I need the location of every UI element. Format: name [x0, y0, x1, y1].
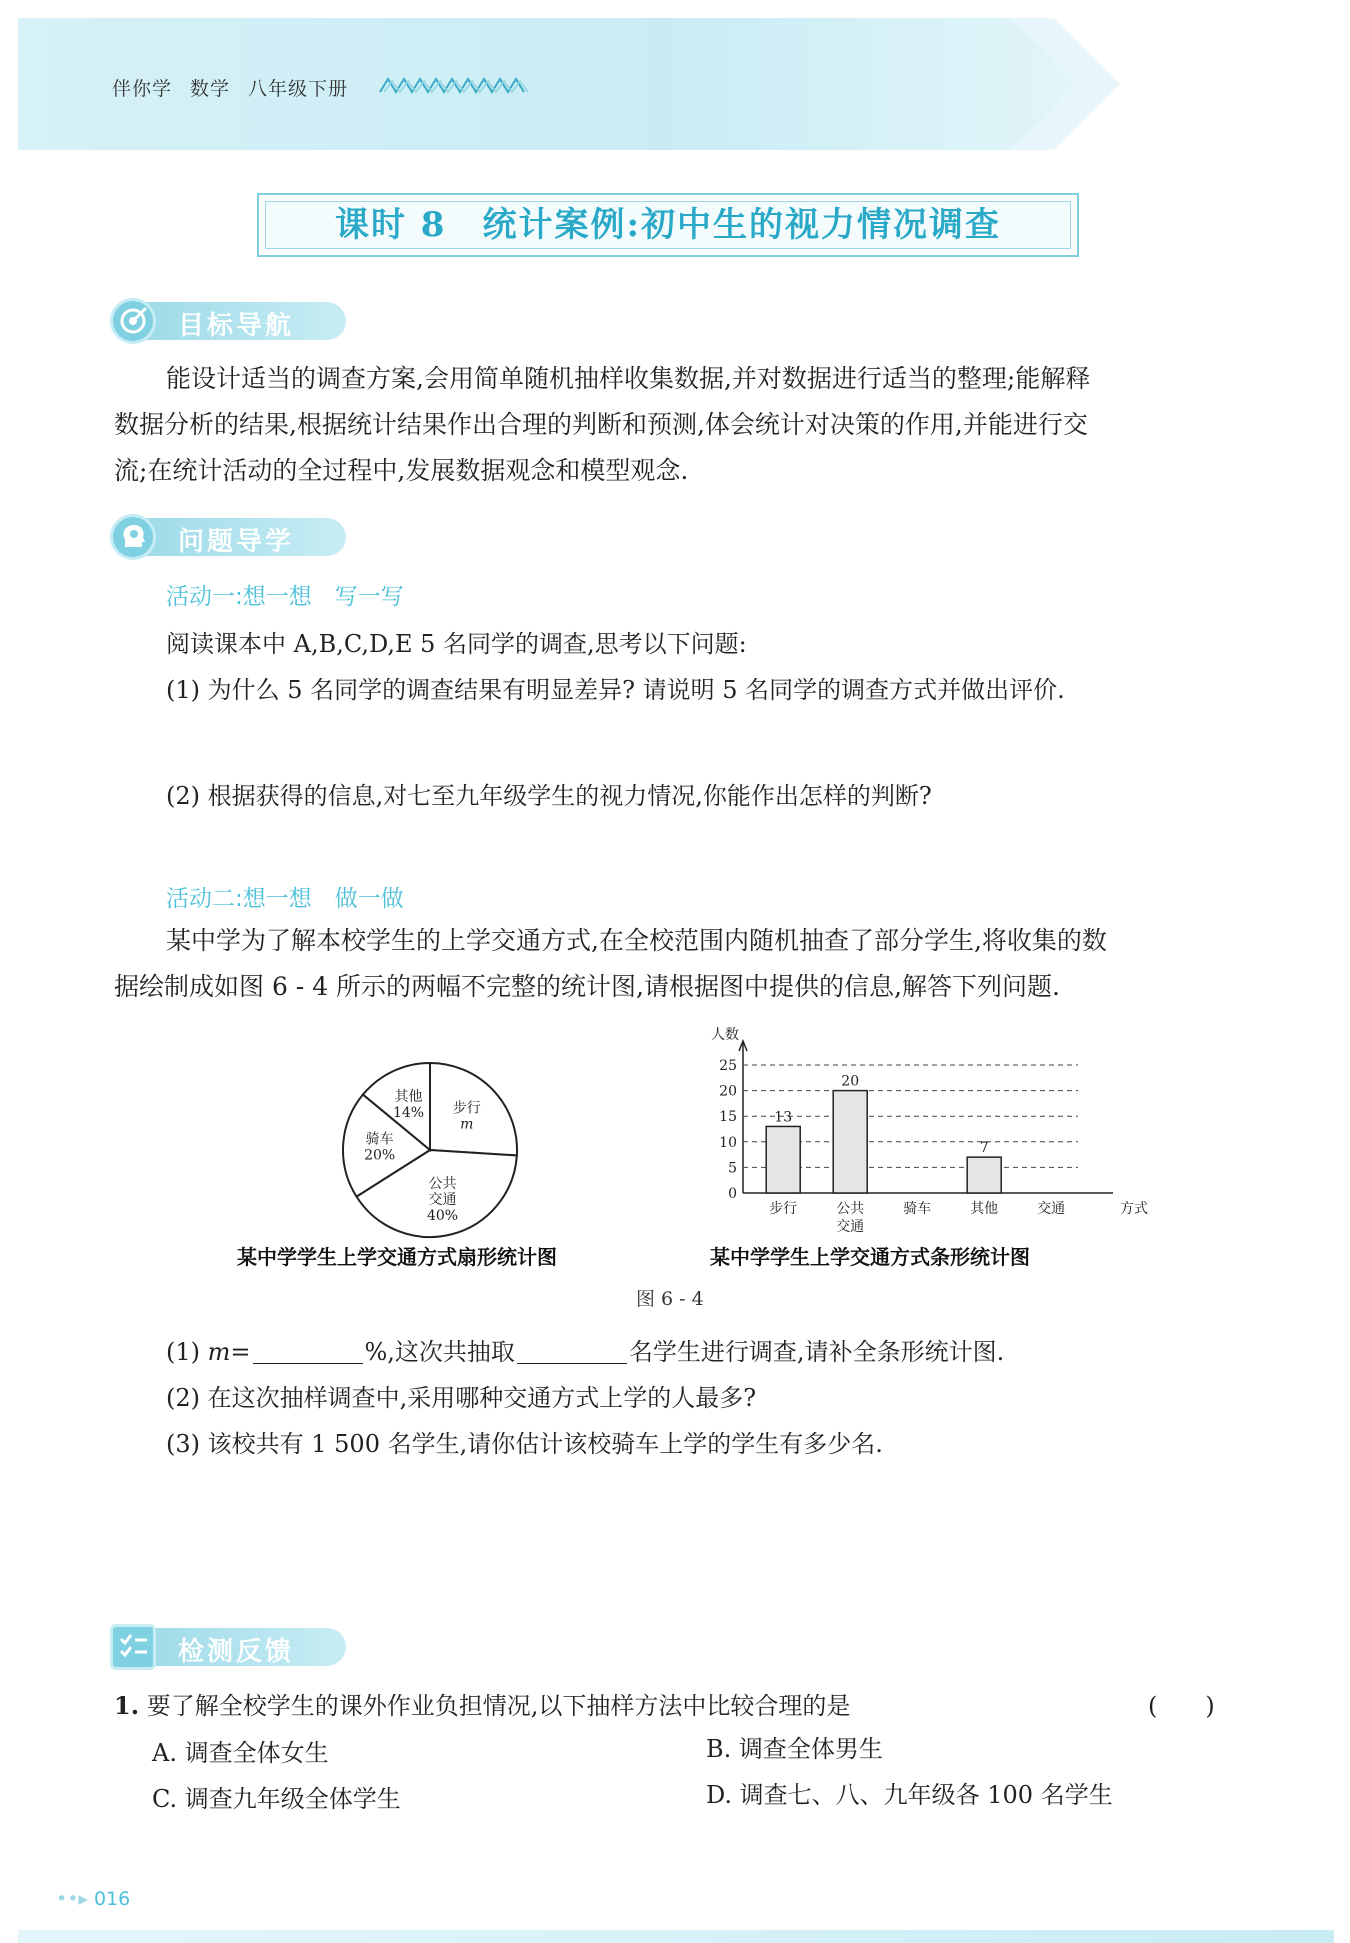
goal-line-3: 流;在统计活动的全过程中,发展数据观念和模型观念. [114, 456, 689, 485]
x-axis-label: 方式 [1120, 1201, 1148, 1217]
page-number [56, 1888, 130, 1910]
x-tick-label: 交通 [1037, 1201, 1066, 1217]
activity-1-intro: 阅读课本中 A,B,C,D,E 5 名同学的调查,思考以下问题: [166, 630, 747, 658]
bar-0 [766, 1126, 800, 1193]
page-number-text: 016 [94, 1888, 131, 1910]
running-header [112, 74, 366, 101]
checklist-icon [110, 1624, 156, 1670]
activity-2-line-2: 据绘制成如图 6 - 4 所示的两幅不完整的统计图,请根据图中提供的信息,解答下列问题. [114, 972, 1060, 1001]
section-tag-guide [110, 514, 360, 560]
target-icon [110, 298, 156, 344]
activity-1-question-2: (2) 根据获得的信息,对七至九年级学生的视力情况,你能作出怎样的判断? [166, 782, 932, 810]
bar-chart [695, 1027, 1148, 1240]
y-tick-label: 10 [719, 1134, 737, 1151]
answer-blank-m[interactable] [253, 1337, 363, 1364]
pie-slice-value-label: 20% [364, 1147, 396, 1164]
pie-slice-value-label: 40% [426, 1207, 459, 1224]
pie-chart-caption: 某中学学生上学交通方式扇形统计图 [237, 1245, 557, 1269]
activity-1-question-1: (1) 为什么 5 名同学的调查结果有明显差异? 请说明 5 名同学的调查方式并做出评价. [166, 676, 1065, 704]
pie-slice-value-label: 14% [392, 1105, 425, 1122]
section-tag-goal [110, 298, 360, 344]
section-tag-feedback [110, 1624, 360, 1670]
activity-2-question-3: (3) 该校共有 1 500 名学生,请你估计该校骑车上学的学生有多少名. [166, 1430, 883, 1458]
head-gear-icon [110, 514, 156, 560]
arrow-dots-icon: ••▸ [56, 1888, 88, 1910]
option-a[interactable]: A. 调查全体女生 [152, 1739, 329, 1767]
y-tick-label: 25 [719, 1058, 737, 1074]
activity-2-line-1: 某中学为了解本校学生的上学交通方式,在全校范围内随机抽查了部分学生,将收集的数 [166, 926, 1107, 955]
answer-blank-count[interactable] [517, 1337, 627, 1364]
option-c[interactable]: C. 调查九年级全体学生 [152, 1785, 401, 1813]
pie-slice-label: 交通 [428, 1191, 457, 1208]
zigzag-decoration-icon [380, 77, 530, 93]
section-tag-label: 检测反馈 [178, 1637, 295, 1667]
y-tick-label: 20 [719, 1083, 737, 1100]
bar-3 [967, 1157, 1001, 1193]
activity-1-title: 活动一:想一想 写一写 [166, 584, 404, 610]
section-tag-label: 问题导学 [178, 527, 295, 557]
pie-slice-label: 其他 [394, 1089, 423, 1106]
feedback-question-1 [114, 1686, 850, 1721]
goal-line-2: 数据分析的结果,根据统计结果作出合理的判断和预测,体会统计对决策的作用,并能进行交 [114, 410, 1088, 439]
goal-line-1: 能设计适当的调查方案,会用简单随机抽样收集数据,并对数据进行适当的整理;能解释 [166, 364, 1091, 393]
x-tick-label: 其他 [970, 1201, 999, 1217]
answer-parentheses[interactable]: ( ) [1148, 1692, 1215, 1720]
y-tick-label: 0 [728, 1186, 737, 1202]
subject-name: 数学 [190, 78, 231, 100]
activity-2-title: 活动二:想一想 做一做 [166, 886, 404, 912]
figure-label: 图 6 - 4 [636, 1288, 704, 1310]
option-d[interactable]: D. 调查七、八、九年级各 100 名学生 [706, 1781, 1113, 1809]
lesson-title: 课时 8 统计案例:初中生的视力情况调查 [334, 205, 1002, 245]
pie-slice-label: 步行 [452, 1100, 481, 1117]
question-stem: 要了解全校学生的课外作业负担情况,以下抽样方法中比较合理的是 [146, 1692, 851, 1720]
pie-chart [330, 1050, 530, 1250]
y-axis-label: 人数 [711, 1027, 739, 1043]
pie-slice-value-label: m [460, 1116, 474, 1133]
y-tick-label: 5 [728, 1160, 737, 1177]
x-tick-label: 公共 [836, 1201, 865, 1217]
pie-slice-label: 公共 [428, 1175, 457, 1192]
activity-2-question-2: (2) 在这次抽样调查中,采用哪种交通方式上学的人最多? [166, 1384, 757, 1412]
question-number: 1. [114, 1691, 140, 1720]
option-b[interactable]: B. 调查全体男生 [706, 1735, 883, 1763]
bar-1 [833, 1091, 867, 1193]
pie-slice-label: 骑车 [365, 1131, 394, 1148]
y-tick-label: 15 [719, 1109, 737, 1126]
bar-value-label: 7 [979, 1140, 989, 1157]
bar-value-label: 20 [841, 1073, 860, 1090]
x-tick-label: 交通 [836, 1219, 865, 1235]
grade-name: 八年级下册 [248, 78, 349, 100]
bar-value-label: 13 [774, 1109, 793, 1126]
section-tag-label: 目标导航 [178, 311, 295, 341]
x-tick-label: 骑车 [903, 1201, 932, 1217]
book-name: 伴你学 [112, 78, 173, 100]
x-tick-label: 步行 [769, 1201, 798, 1217]
activity-2-question-1: (1) m= %,这次共抽取 名学生进行调查,请补全条形统计图. [166, 1338, 1005, 1366]
bar-chart-caption: 某中学学生上学交通方式条形统计图 [710, 1245, 1030, 1269]
footer-band [18, 1930, 1334, 1943]
